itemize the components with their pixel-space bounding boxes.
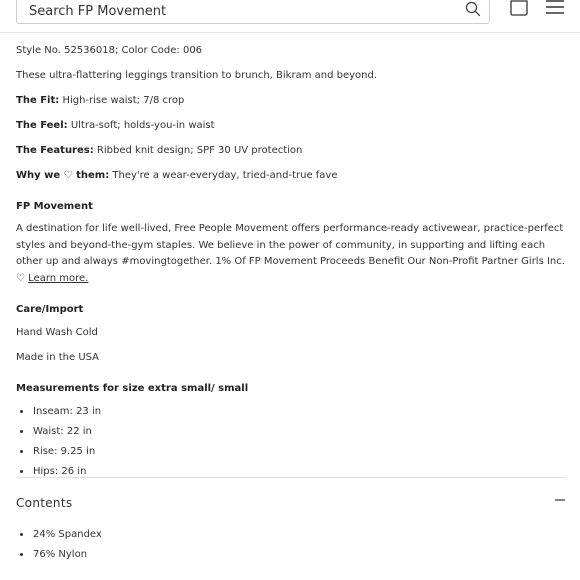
care-title: Care/Import (16, 304, 84, 315)
site-header (0, 0, 580, 33)
list-item: • 24% Spandex (32, 526, 580, 543)
features-detail (16, 142, 566, 159)
brand-title: FP Movement (16, 201, 93, 212)
measurements-list (16, 403, 566, 480)
why-detail (16, 167, 566, 184)
care-wash: Hand Wash Cold (16, 327, 98, 338)
contents-list (16, 526, 580, 566)
fit-label: The Fit: (16, 95, 60, 106)
divider (16, 477, 566, 478)
measurements-title: Measurements for size extra small/ small (16, 383, 249, 394)
shopping-bag-icon[interactable] (509, 0, 529, 16)
list-item: • Inseam: 23 in (32, 403, 566, 420)
minus-icon[interactable] (554, 492, 566, 508)
menu-icon[interactable] (545, 0, 565, 14)
product-description: These ultra-flattering leggings transition to brunch, Bikram and beyond. (16, 70, 378, 81)
fit-value: High-rise waist; 7/8 crop (62, 95, 185, 106)
features-value: Ribbed knit design; SPF 30 UV protection (96, 145, 303, 156)
search-icon[interactable] (465, 1, 481, 17)
learn-more-link[interactable]: Learn more. (28, 272, 89, 284)
list-item: • Hips: 26 in (32, 463, 566, 480)
features-label: The Features: (16, 145, 94, 156)
search-input[interactable] (29, 0, 449, 23)
why-value: They're a wear-everyday, tried-and-true fave (112, 170, 338, 181)
why-label: Why we ♡ them: (16, 170, 110, 181)
list-item: • Waist: 22 in (32, 423, 566, 440)
list-item: • 76% Nylon (32, 546, 580, 563)
product-details (16, 42, 566, 483)
feel-detail (16, 117, 566, 134)
fit-detail (16, 92, 566, 109)
feel-value: Ultra-soft; holds-you-in waist (70, 120, 215, 131)
care-origin: Made in the USA (16, 352, 100, 363)
search-box[interactable] (16, 0, 490, 24)
brand-about (16, 221, 566, 287)
contents-accordion-header[interactable] (16, 492, 566, 510)
brand-about-text: A destination for life well-lived, Free People Movement offers performance-ready activewear, practice-perfect styles and beyond-the-gym staples. We believe in the power of community, in supporting and lifting each other up and always #movingtogether. 1% Of FP Movement Proceeds Benefit Our Non-Profit Partner Girls Inc. ♡ (16, 223, 565, 284)
list-item: • Rise: 9.25 in (32, 443, 566, 460)
style-number: Style No. 52536018; Color Code: 006 (16, 45, 203, 56)
feel-label: The Feel: (16, 120, 68, 131)
contents-title: Contents (16, 496, 73, 510)
